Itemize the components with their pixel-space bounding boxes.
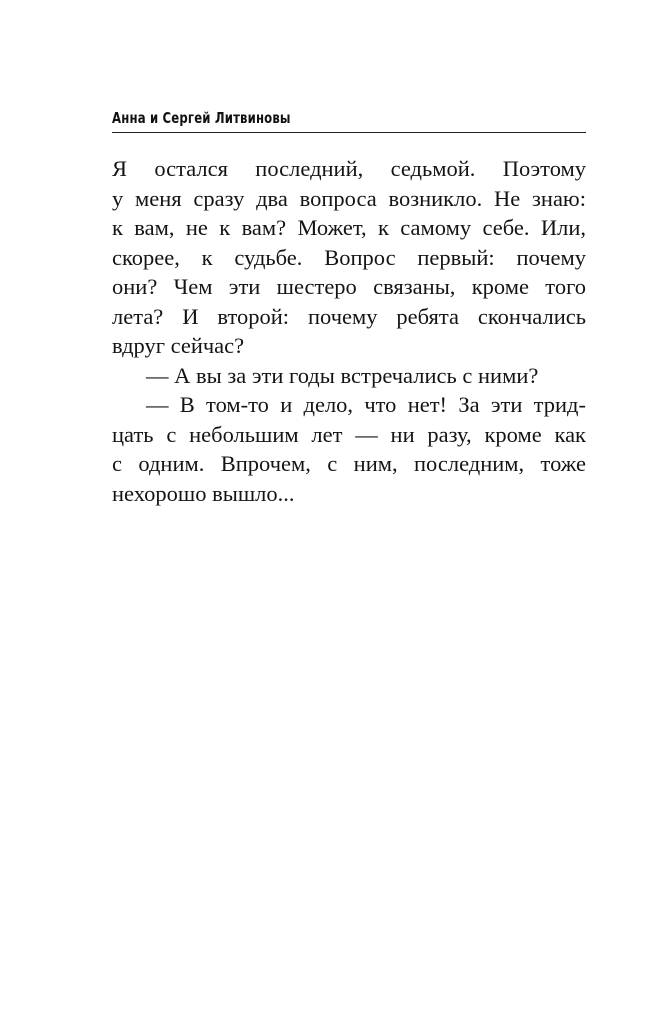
running-head-author: Анна и Сергей Литвиновы xyxy=(112,109,291,127)
body-text xyxy=(112,154,586,508)
text-line: к вам, не к вам? Может, к самому себе. Или, xyxy=(112,215,586,240)
running-head xyxy=(112,106,586,133)
text-line: они? Чем эти шестеро связаны, кроме того xyxy=(112,274,586,299)
text-line: Я остался последний, седьмой. Поэтому xyxy=(112,156,586,181)
text-line: лета? И второй: почему ребята скончались xyxy=(112,303,586,329)
text-line: нехорошо вышло... xyxy=(112,480,295,506)
text-line: с одним. Впрочем, с ним, последним, тоже xyxy=(112,451,586,476)
dialogue-line: — В том-то и дело, что нет! За эти трид- xyxy=(146,392,586,417)
text-line: скорее, к судьбе. Вопрос первый: почему xyxy=(112,244,586,270)
dialogue-line: — А вы за эти годы встречались с ними? xyxy=(146,362,539,388)
text-line: вдруг сейчас? xyxy=(112,333,245,358)
text-line: цать с небольшим лет — ни разу, кроме как xyxy=(112,421,586,447)
text-line: у меня сразу два вопроса возникло. Не знаю: xyxy=(112,185,586,211)
